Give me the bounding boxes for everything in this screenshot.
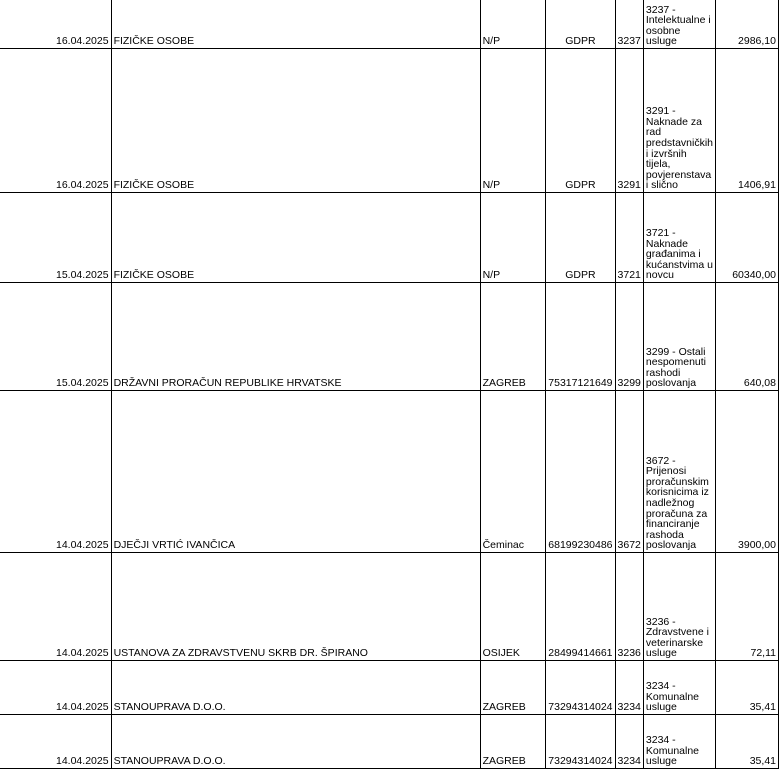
description-line: 3299 - Ostali [645,345,706,358]
payee-city: N/P [480,193,546,283]
description-line: 3291 - [645,105,676,118]
description-line: kućanstvima u [645,258,714,271]
description-line: Komunalne [645,744,700,757]
payee-name: FIZIČKE OSOBE [111,0,480,49]
payment-date: 14.04.2025 [0,553,111,661]
payment-amount: 35,41 [716,661,779,715]
expense-description [643,715,715,769]
description-line: korisnicima iz [645,486,709,499]
payee-city: ZAGREB [480,715,546,769]
payee-name: STANOUPRAVA D.O.O. [111,715,480,769]
payee-city: ZAGREB [480,661,546,715]
description-line: Naknade [645,237,688,250]
table-row [0,0,779,49]
payee-city: N/P [480,0,546,49]
payee-oib: 28499414661 [546,553,615,661]
description-line: i izvršnih [645,147,687,160]
expense-description [643,391,715,553]
table-row [0,283,779,391]
payment-amount: 72,11 [716,553,779,661]
account-code: 3721 [615,193,643,283]
description-line: Intelektualne i [645,14,711,27]
payee-name: DRŽAVNI PRORAČUN REPUBLIKE HRVATSKE [111,283,480,391]
description-line: usluge [645,647,677,660]
description-line: i slično [645,179,678,192]
payee-name: DJEČJI VRTIĆ IVANČICA [111,391,480,553]
payee-oib: 75317121649 [546,283,615,391]
description-line: Prijenosi [645,465,687,478]
description-line: 3672 - [645,454,676,467]
description-line: Naknade za [645,115,702,128]
payee-city: OSIJEK [480,553,546,661]
payment-date: 16.04.2025 [0,49,111,193]
payee-city: ZAGREB [480,283,546,391]
account-code: 3291 [615,49,643,193]
payment-amount: 60340,00 [716,193,779,283]
payment-date: 14.04.2025 [0,715,111,769]
table-row [0,49,779,193]
description-line: 3234 - [645,680,676,693]
description-line: veterinarske [645,636,704,649]
payee-name: USTANOVA ZA ZDRAVSTVENU SKRB DR. ŠPIRANO [111,553,480,661]
table-row [0,661,779,715]
payee-oib: GDPR [546,193,615,283]
account-code: 3234 [615,715,643,769]
payee-city: N/P [480,49,546,193]
payment-date: 14.04.2025 [0,391,111,553]
payment-amount: 640,08 [716,283,779,391]
table-row [0,391,779,553]
payee-name: FIZIČKE OSOBE [111,193,480,283]
payee-city: Čeminac [480,391,546,553]
description-line: građanima i [645,248,701,261]
table-row [0,715,779,769]
payment-date: 15.04.2025 [0,193,111,283]
expense-description [643,661,715,715]
description-line: rashodi [645,366,681,379]
description-line: usluge [645,701,677,714]
payment-amount: 3900,00 [716,391,779,553]
description-line: proračuna za [645,507,708,520]
account-code: 3299 [615,283,643,391]
description-line: Komunalne [645,690,700,703]
description-line: 3721 - [645,227,676,240]
account-code: 3236 [615,553,643,661]
account-code: 3237 [615,0,643,49]
description-line: nespomenuti [645,356,707,369]
payment-amount: 35,41 [716,715,779,769]
table-row [0,193,779,283]
description-line: poslovanja [645,377,697,390]
description-line: nadležnog [645,497,695,510]
description-line: rashoda [645,528,684,541]
description-line: predstavničkih [645,137,714,150]
description-line: novcu [645,269,674,282]
payee-name: FIZIČKE OSOBE [111,49,480,193]
description-line: proračunskim [645,475,709,488]
description-line: rad [645,126,662,139]
description-line: 3236 - [645,615,676,628]
payment-date: 16.04.2025 [0,0,111,49]
payment-date: 15.04.2025 [0,283,111,391]
expense-description [643,193,715,283]
payee-oib: 73294314024 [546,715,615,769]
payee-oib: 73294314024 [546,661,615,715]
account-code: 3234 [615,661,643,715]
description-line: tijela, [645,158,671,171]
expense-description [643,553,715,661]
description-line: povjerenstava [645,168,712,181]
payee-oib: GDPR [546,49,615,193]
expense-description [643,283,715,391]
expense-description [643,0,715,49]
payment-amount: 1406,91 [716,49,779,193]
description-line: poslovanja [645,539,697,552]
table-row [0,553,779,661]
description-line: financiranje [645,518,700,531]
description-line: osobne usluge [645,24,681,48]
description-line: usluge [645,755,677,768]
description-line: 3237 - [645,3,676,16]
payee-oib: GDPR [546,0,615,49]
payee-oib: 68199230486 [546,391,615,553]
expense-description [643,49,715,193]
account-code: 3672 [615,391,643,553]
payment-date: 14.04.2025 [0,661,111,715]
description-line: Zdravstvene i [645,626,709,639]
payee-name: STANOUPRAVA D.O.O. [111,661,480,715]
description-line: 3234 - [645,734,676,747]
payment-amount: 2986,10 [716,0,779,49]
